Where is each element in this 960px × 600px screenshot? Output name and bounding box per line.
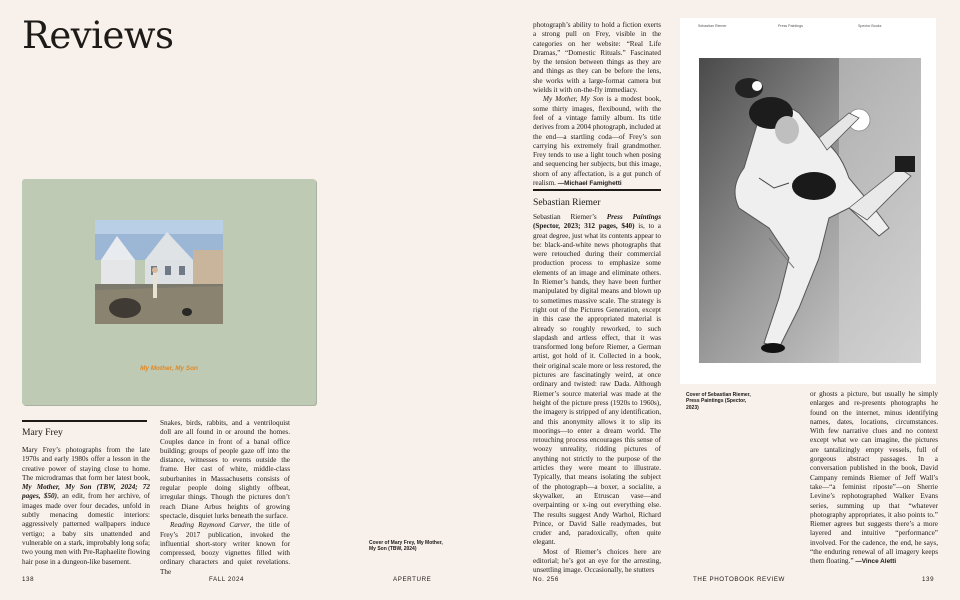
footer-page-right: 139 [922,576,935,583]
article-column-4: or ghosts a picture, but usually he simply enlarges and re-presents photographs he found on the internet, minus identifying names, dates, locations, circumstances. With few narrative clues and no context except what we can imagine, the pictures are tantalizingly empty vessels, full of gorgeous abstract passages. In a conversation published in the book, David Campany reminds Riemer of Jeff Wall’s take—“a feminist riposte”—on Sherrie Levine’s rephotographed Walker Evans series, summing up that “whatever photography appropriates, it also points to.” Riemer agrees but suggests there’s a more layered and intuitive “performance” involved. For the cadence, the end, he says, “the enduring renewal of all imagery keeps them floating.” —Vince Aletti [810,390,938,566]
section-heading-mary-frey: Mary Frey [22,427,63,438]
footer-section: THE PHOTOBOOK REVIEW [693,576,785,583]
section-heading-sebastian-riemer: Sebastian Riemer [533,197,601,208]
baseball-pitcher-photo [699,58,921,363]
caption-frey-cover: Cover of Mary Frey, My Mother, My Son (TBW, 2024) [369,540,443,553]
section-rule [533,189,661,191]
section-rule [22,420,147,422]
article-column-3-riemer: Sebastian Riemer’s Press Paintings (Spector, 2023; 312 pages, $40) is, to a great degree, just what its contents appear to be: black-and-white news photographs that were retouched during their commercial production process to emphasize some elements of an image and eliminate others. In Riemer’s hands, they have been further manipulated by digital means and blown up to sometimes massive scale. The strategy is right out of the Pictures Generation, except in this case the appropriated material is already so roughly reworked, to such slapdash and artless effect, that it was transformed long before Riemer, a German artist, got hold of it. Collected in a book, their original scale more or less restored, the pictures are fascinatingly weird, at once ordinary and twisted: raw Dada. Although Riemer’s source material was made at the height of the picture press (1920s to 1960s), the imagery is stripped of any identification, and this anonymity allows it to slip its moorings—to enter a dream world. The retouching process encourages this sense of woozy unreality, ridding pictures of anything not strictly to the purpose of the articles they were meant to illustrate. Typically, that means isolating the subject of the photograph—a boxer, a socialite, a skywalker, an Etruscan vase—and overpainting or x-ing out everything else. The results suggest Andy Warhol, Richard Prince, or David Salle readymades, but cruder and, paradoxically, often quite elegant. Most of Riemer’s choices here are editorial; he’s got an eye for the arresting, unsettling image. Occasionally, he stutters [533,213,661,575]
article-column-3-top: photograph’s ability to hold a fiction exerts a strong pull on Frey, visible in the categories on her website: “Real Life Dramas,” “Domestic Rituals.” Fascinated by the tension between things as they are and things as they can be before the lens, she works with a large-format camera but wields it with on-the-fly immediacy. My Mother, My Son is a modest book, some thirty images, flexibound, with the feel of a vintage family album. Its title derives from a 2004 photograph, included at the end—a startling coda—of Frey’s son carrying his extremely frail grandmother. Frey tends to use a light touch when posing and sequencing her subjects, but this image, shorn of any affectation, is a gut punch of realism. —Michael Famighetti [533,21,662,188]
article-column-2: Snakes, birds, rabbits, and a ventriloquist doll are all found in or around the homes. Couples dance in front of a banal office building; groups of people gaze off into the distance, witnesses to events outside the frame. Her cast of white, middle-class suburbanites in Massachusetts consists of regular people doing slightly offbeat, irregular things. Though the pictures don’t reach Diane Arbus heights of growing spectacle, disquiet lurks beneath the surface. Reading Raymond Carver, the title of Frey’s 2017 publication, invoked the influential short-story writer known for compressed, boozy vignettes filled with ordinary characters and quiet revelations. The [160,419,290,576]
book-cover-my-mother-my-son [22,179,316,405]
article-column-1: Mary Frey’s photographs from the late 1970s and early 1980s offer a lesson in the creative power of staying close to home. The microdramas that form her latest book, My Mother, My Son (TBW, 2024; 72 pages, $50), an edit, from her archive, of images made over four decades, unfold in subtly menacing domestic interiors: aggressively patterned wallpapers induce vertigo; a baby sits unattended and vulnerable on a stark, improbably long sofa; two young men with Pre-Raphaelite flowing hair pose in a dungeon-like basement. [22,446,150,566]
page-title: Reviews [22,14,174,57]
footer-issue: FALL 2024 [209,576,245,583]
footer-number: No. 256 [533,576,559,583]
cover-photograph [95,220,223,324]
footer-magazine: APERTURE [393,576,432,583]
press-painting-print: Sebastian Riemer Press Paintings Spector Books [680,18,936,384]
cover-title: My Mother, My Son [140,365,198,372]
footer-page-left: 138 [22,576,35,583]
caption-riemer-cover: Cover of Sebastian Riemer, Press Paintings (Spector, 2023) [686,392,751,411]
